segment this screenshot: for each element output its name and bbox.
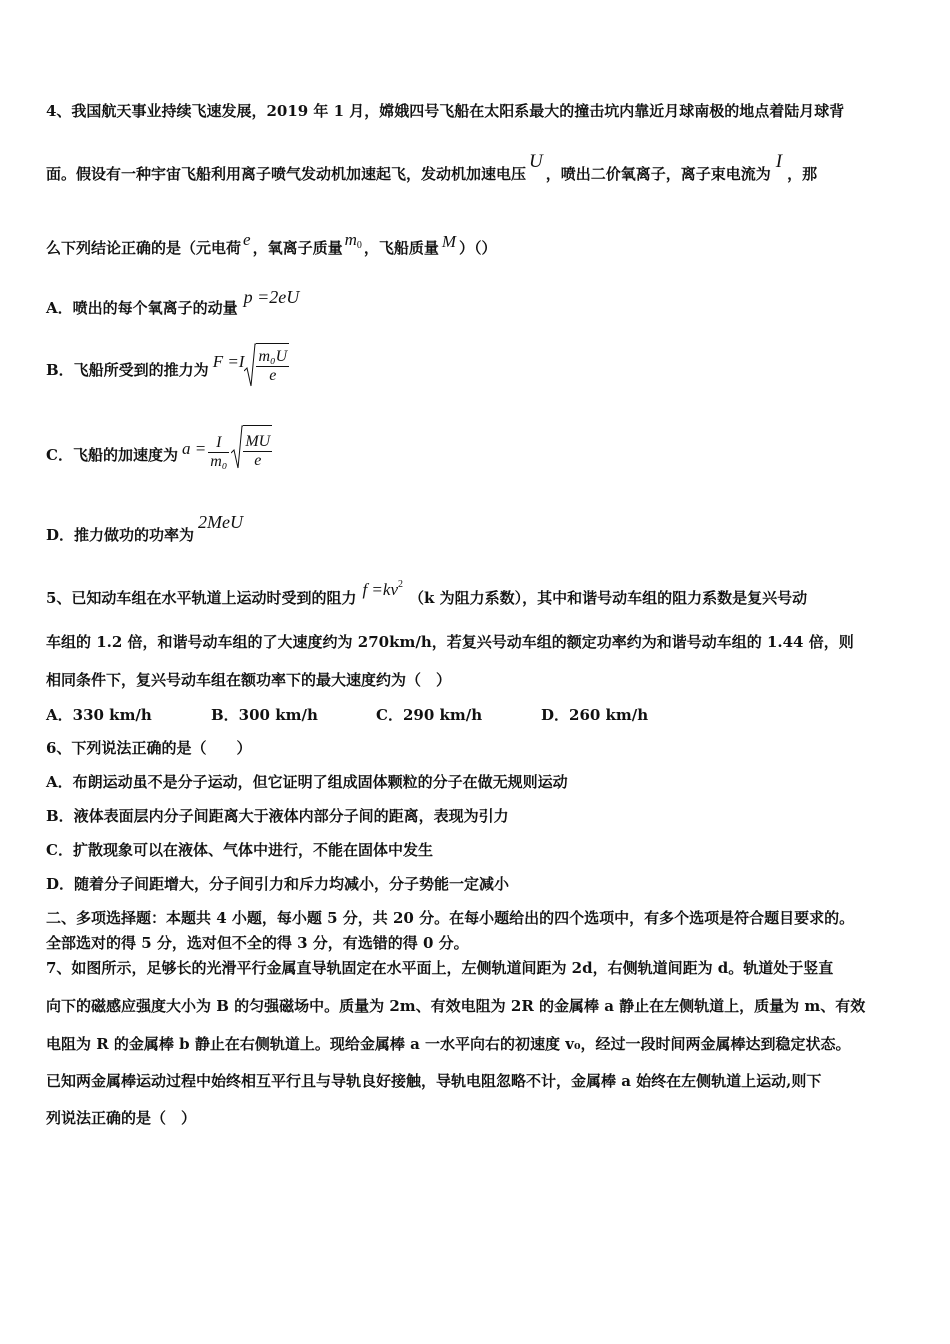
q5-line1b: （k 为阻力系数），其中和谐号动车组的阻力系数是复兴号动 xyxy=(409,589,808,607)
q4-option-c-sqrt-num: MU xyxy=(245,433,271,450)
q4-line3a: 么下列结论正确的是（元电荷 xyxy=(46,239,242,257)
q7-line2: 向下的磁感应强度大小为 B 的匀强磁场中。质量为 2m、有效电阻为 2R 的金属棒 a 静止在左侧轨道上，质量为 m、有效 xyxy=(46,997,866,1015)
var-U: U xyxy=(529,151,543,172)
q4-option-a-text: A．喷出的每个氧离子的动量 xyxy=(46,299,238,317)
q5-formula-base: f =kv xyxy=(362,580,398,599)
q4-option-c-frac-den: m₀ xyxy=(210,452,228,470)
q4-option-c-lhs: a = xyxy=(181,439,207,458)
q4-option-c-sqrt-den: e xyxy=(254,452,262,469)
q4-option-c-frac-num: I xyxy=(208,434,229,453)
q5-formula xyxy=(362,580,403,599)
sqrt-sign xyxy=(244,343,289,388)
q5-formula-sup: 2 xyxy=(398,579,403,590)
q4-option-c-fraction xyxy=(208,434,229,471)
q7-line3: 电阻为 R 的金属棒 b 静止在右侧轨道上。现给金属棒 a 一水平向右的初速度 v₀，经过一段时间两金属棒达到稳定状态。 xyxy=(46,1035,851,1053)
q5-option-c: C．290 km/h xyxy=(376,706,483,724)
q4-line2b: ，喷出二价氧离子，离子束电流为 xyxy=(545,165,771,183)
var-m0-base: m xyxy=(344,230,357,249)
q7-line1: 7、如图所示，足够长的光滑平行金属直导轨固定在水平面上，左侧轨道间距为 2d，右侧轨道间距为 d。轨道处于竖直 xyxy=(46,959,834,977)
radical-icon xyxy=(244,343,256,387)
q4-option-c xyxy=(46,430,272,482)
sqrt-sign xyxy=(231,425,272,476)
q7-line4: 已知两金属棒运动过程中始终相互平行且与导轨良好接触，导轨电阻忽略不计，金属棒 a 始终在左侧轨道上运动,则下 xyxy=(46,1072,822,1090)
q4-option-d-formula: 2MeU xyxy=(198,512,243,532)
q6-option-b: B．液体表面层内分子间距离大于液体内部分子间的距离，表现为引力 xyxy=(46,807,509,825)
q5-option-b: B．300 km/h xyxy=(211,706,318,724)
q4-option-b-fraction xyxy=(256,348,289,385)
q4-option-b-lhs: F =I xyxy=(212,352,245,371)
q7-line5: 列说法正确的是（ ） xyxy=(46,1109,197,1127)
radical-icon xyxy=(231,425,243,469)
q4-option-b-text: B．飞船所受到的推力为 xyxy=(46,361,209,379)
q6-option-a: A．布朗运动虽不是分子运动，但它证明了组成固体颗粒的分子在做无规则运动 xyxy=(46,773,568,791)
q5-option-d: D．260 km/h xyxy=(541,706,649,724)
q4-option-b-num: m₀U xyxy=(258,348,288,365)
q4-line1: 4、我国航天事业持续飞速发展，2019 年 1 月，嫦娥四号飞船在太阳系最大的撞击坑内靠近月球南极的地点着陆月球背 xyxy=(46,102,845,120)
q4-option-b-den: e xyxy=(269,367,277,384)
q5-line2: 车组的 1.2 倍，和谐号动车组的了大速度约为 270km/h，若复兴号动车组的额定功率约为和谐号动车组的 1.44 倍，则 xyxy=(46,633,854,651)
q4-line2c: ，那 xyxy=(787,165,818,183)
q4-option-a xyxy=(46,287,300,318)
q4-line3b: ，氧离子质量 xyxy=(252,239,343,257)
var-I: I xyxy=(775,151,783,172)
q4-option-d xyxy=(46,512,243,545)
q4-line3 xyxy=(46,230,497,264)
q5-line3: 相同条件下，复兴号动车组在额功率下的最大速度约为（ ） xyxy=(46,671,452,689)
q6-option-c: C．扩散现象可以在液体、气体中进行，不能在固体中发生 xyxy=(46,841,433,859)
section2-line1: 二、多项选择题：本题共 4 小题，每小题 5 分，共 20 分。在每小题给出的四个选项中，有多个选项是符合题目要求的。 xyxy=(46,909,855,927)
q5-line1a: 5、已知动车组在水平轨道上运动时受到的阻力 xyxy=(46,589,357,607)
var-m0-sub: 0 xyxy=(356,240,362,251)
q4-option-a-formula: p =2eU xyxy=(243,287,300,307)
q4-option-c-sqrt-fraction xyxy=(243,433,272,470)
q6-option-d: D．随着分子间距增大，分子间引力和斥力均减小，分子势能一定减小 xyxy=(46,875,510,893)
q4-line3d: ）（） xyxy=(459,239,497,257)
var-e: e xyxy=(243,230,251,249)
q5-option-a: A．330 km/h xyxy=(46,706,152,724)
q4-option-b xyxy=(46,348,289,394)
q4-line3c: ，飞船质量 xyxy=(363,239,439,257)
q6-stem: 6、下列说法正确的是（ ） xyxy=(46,739,252,757)
q5-line1 xyxy=(46,579,808,608)
q4-line2 xyxy=(46,151,818,184)
section2-line2: 全部选对的得 5 分，选对但不全的得 3 分，有选错的得 0 分。 xyxy=(46,934,469,952)
var-M: M xyxy=(441,232,457,251)
var-m0 xyxy=(345,230,362,249)
q4-option-d-text: D．推力做功的功率为 xyxy=(46,526,195,544)
q4-line2a: 面。假设有一种宇宙飞船利用离子喷气发动机加速起飞，发动机加速电压 xyxy=(46,165,527,183)
q4-option-c-text: C．飞船的加速度为 xyxy=(46,446,178,464)
